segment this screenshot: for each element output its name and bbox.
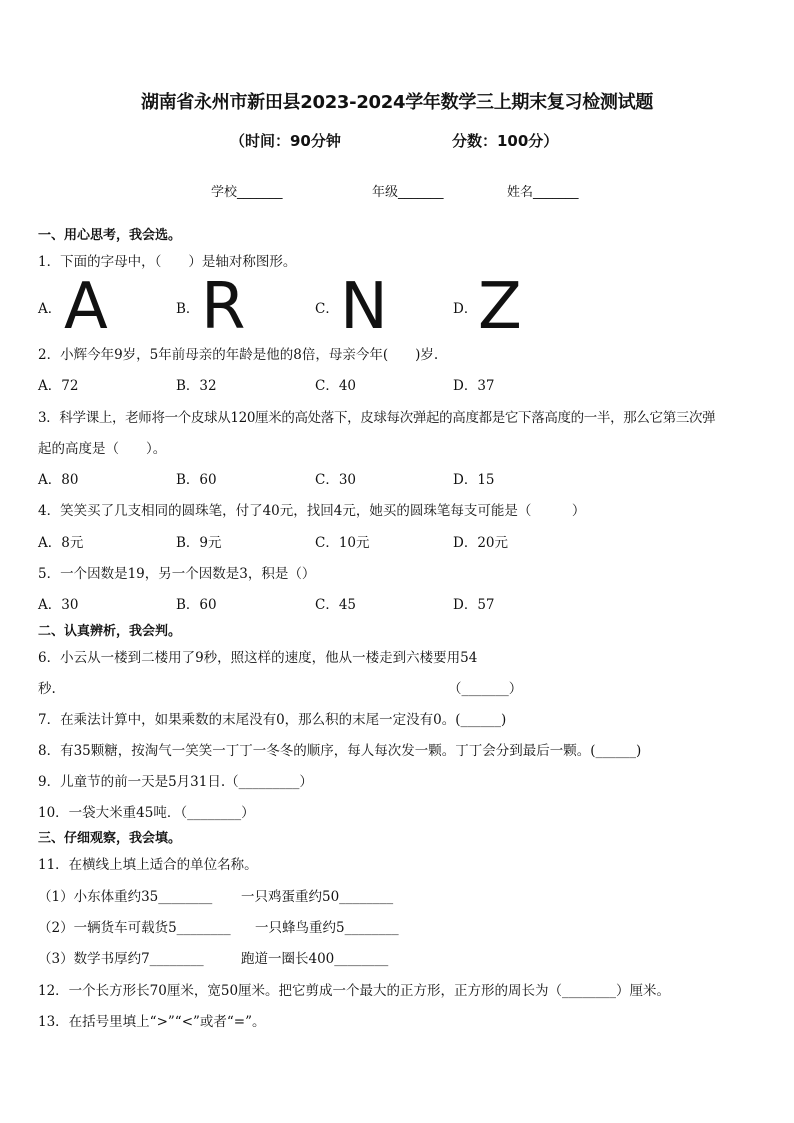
q11-row-2-a: （2）一辆货车可载货5________	[38, 920, 231, 936]
q6-answer-blank: （_______）	[448, 681, 523, 697]
q3-option-b: B．60	[176, 472, 217, 488]
question-5: 5．一个因数是19，另一个因数是3，积是（）	[38, 566, 316, 582]
question-6-line-1: 6．小云从一楼到二楼用了9秒，照这样的速度，他从一楼走到六楼要用54	[38, 650, 478, 666]
q3-option-a: A．80	[38, 472, 79, 488]
q2-option-d: D．37	[453, 378, 495, 394]
question-8: 8．有35颗糖，按淘气一笑笑一丁丁一冬冬的顺序，每人每次发一颗。丁丁会分到最后一颗。(______)	[38, 743, 642, 759]
q4-option-d: D．20元	[453, 535, 509, 551]
exam-score: 分数：100分）	[452, 132, 559, 150]
question-2: 2．小辉今年9岁，5年前母亲的年龄是他的8倍，母亲今年( )岁.	[38, 347, 439, 363]
q1-option-c-label: C．	[315, 301, 339, 317]
section-3-heading: 三、仔细观察，我会填。	[38, 831, 182, 846]
question-3-line-2: 起的高度是（ ）。	[38, 441, 167, 457]
question-9: 9．儿童节的前一天是5月31日.（_________）	[38, 774, 313, 790]
q11-row-3-a: （3）数学书厚约7________	[38, 951, 204, 967]
letter-n-figure: N	[340, 270, 388, 344]
q1-option-b-label: B．	[176, 301, 200, 317]
q5-option-b: B．60	[176, 597, 217, 613]
letter-z-figure: Z	[478, 270, 522, 344]
q4-option-c: C．10元	[315, 535, 370, 551]
q2-option-c: C．40	[315, 378, 357, 394]
school-field: 学校_______	[211, 185, 283, 200]
q3-option-c: C．30	[315, 472, 357, 488]
exam-time: （时间：90分钟	[230, 132, 341, 150]
q2-option-a: A．72	[38, 378, 79, 394]
q1-option-a-label: A．	[38, 301, 62, 317]
q11-row-1-a: （1）小东体重约35________	[38, 889, 213, 905]
q11-row-1-b: 一只鸡蛋重约50________	[241, 889, 394, 905]
section-2-heading: 二、认真辨析，我会判。	[38, 624, 182, 639]
letter-r-figure: R	[201, 270, 246, 344]
question-13: 13．在括号里填上“>”“<”或者“=”。	[38, 1014, 266, 1030]
q3-option-d: D．15	[453, 472, 495, 488]
q5-option-d: D．57	[453, 597, 495, 613]
q4-option-a: A．8元	[38, 535, 84, 551]
question-12: 12．一个长方形长70厘米，宽50厘米。把它剪成一个最大的正方形，正方形的周长为（________）厘米。	[38, 983, 671, 999]
page-title: 湖南省永州市新田县2023-2024学年数学三上期末复习检测试题	[140, 92, 654, 113]
question-10: 10．一袋大米重45吨．（________）	[38, 805, 255, 821]
q5-option-c: C．45	[315, 597, 357, 613]
grade-field: 年级_______	[372, 185, 444, 200]
section-1-heading: 一、用心思考，我会选。	[38, 228, 182, 243]
q11-row-2-b: 一只蜂鸟重约5________	[255, 920, 399, 936]
question-1: 1．下面的字母中，（ ）是轴对称图形。	[38, 254, 297, 270]
letter-a-figure: A	[64, 270, 108, 344]
question-11: 11．在横线上填上适合的单位名称。	[38, 857, 258, 873]
q1-option-d-label: D．	[453, 301, 478, 317]
name-field: 姓名_______	[507, 185, 579, 200]
question-4: 4．笑笑买了几支相同的圆珠笔，付了40元，找回4元，她买的圆珠笔每支可能是（ ）	[38, 503, 586, 519]
question-7: 7．在乘法计算中，如果乘数的末尾没有0，那么积的末尾一定没有0。(______)	[38, 712, 507, 728]
q2-option-b: B．32	[176, 378, 217, 394]
question-6-line-2: 秒.	[38, 681, 56, 697]
q4-option-b: B．9元	[176, 535, 222, 551]
q5-option-a: A．30	[38, 597, 79, 613]
question-3-line-1: 3．科学课上，老师将一个皮球从120厘米的高处落下，皮球每次弹起的高度都是它下落高度的一半，那么它第三次弹	[38, 410, 716, 426]
q11-row-3-b: 跑道一圈长400________	[241, 951, 389, 967]
